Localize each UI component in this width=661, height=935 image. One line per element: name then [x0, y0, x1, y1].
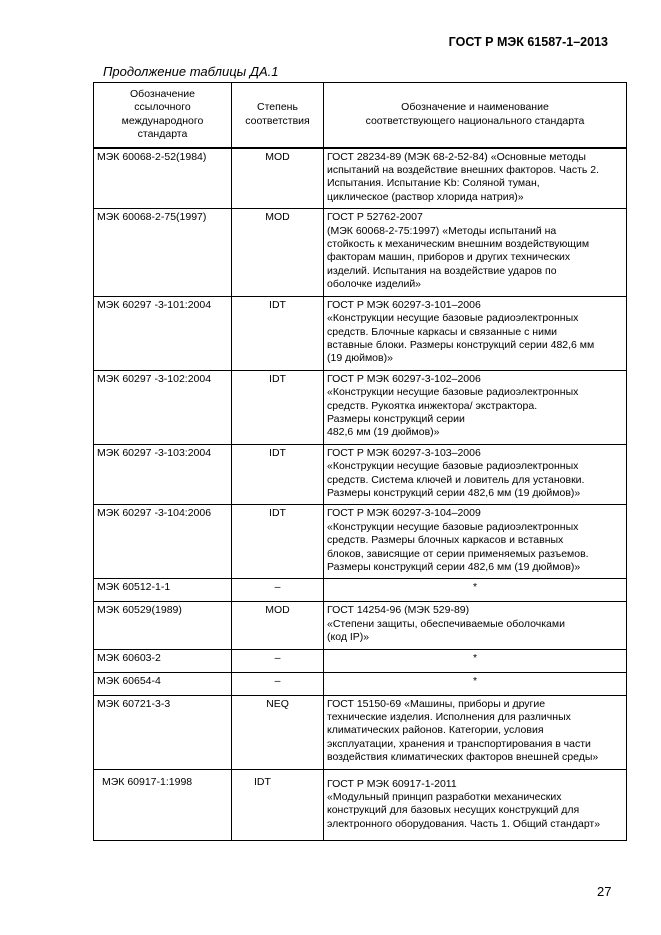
standard-text-line: Испытания. Испытание Kb: Соляной туман,	[327, 177, 540, 190]
standard-text-line: оболочке изделий»	[327, 278, 422, 291]
header-line: стандарта	[137, 128, 188, 141]
header-line: соответствующего национального стандарта	[365, 114, 585, 127]
standard-text-line: циклическое (раствор хлорида натрия)»	[327, 190, 524, 203]
standard-text-line: «Конструкции несущие базовые радиоэлектронных	[327, 386, 579, 399]
standard-text-line: (код IP)»	[327, 631, 370, 644]
standard-text-line: (19 дюймов)»	[327, 352, 393, 365]
standard-text-line: воздействия климатических факторов внешней среды»	[327, 751, 599, 764]
standard-text-line: ГОСТ 28234-89 (МЭК 68-2-52-84) «Основные методы	[327, 150, 586, 163]
cell-reference-standard: МЭК 60068-2-75(1997)	[94, 209, 232, 296]
standard-text-line: «Конструкции несущие базовые радиоэлектронных	[327, 520, 579, 533]
cell-reference-standard: МЭК 60297 -3-101:2004	[94, 296, 232, 370]
table-row	[94, 444, 627, 505]
header-line: соответствия	[245, 114, 310, 127]
table-row	[94, 505, 627, 579]
standard-text-line: ГОСТ 14254-96 (МЭК 529-89)	[327, 604, 470, 617]
cell-national-standard	[324, 602, 627, 649]
cell-national-standard	[324, 148, 627, 209]
standard-text-line: ГОСТ Р МЭК 60297-3-104–2009	[327, 507, 481, 520]
cell-national-standard	[324, 769, 627, 840]
standard-text-line: средств. Рукоятка инжектора/ экстрактора.	[327, 399, 538, 412]
cell-conformity-degree: –	[232, 649, 324, 672]
table-row	[94, 769, 627, 840]
column-header-reference	[94, 83, 232, 148]
header-line: ссылочного	[134, 101, 191, 114]
standard-text-line: электронного оборудования. Часть 1. Общий стандарт»	[327, 817, 601, 830]
cell-reference-standard: МЭК 60721-3-3	[94, 695, 232, 769]
standard-text-line: конструкций для базовых несущих конструкций для	[327, 804, 580, 817]
cell-reference-standard: МЭК 60917-1:1998	[94, 769, 232, 840]
cell-national-standard	[324, 296, 627, 370]
standard-text-line: эксплуатации, хранения и транспортирования в части	[327, 737, 591, 750]
standard-text-line: «Степени защиты, обеспечиваемые оболочками	[327, 617, 565, 630]
header-line: Обозначение	[130, 88, 195, 100]
cell-conformity-degree: IDT	[232, 505, 324, 579]
cell-reference-standard: МЭК 60297 -3-102:2004	[94, 370, 232, 444]
cell-conformity-degree: MOD	[232, 602, 324, 649]
standard-text-line: Размеры конструкций серии 482,6 мм (19 дюймов)»	[327, 486, 581, 499]
standard-text-line: испытаний на воздействие внешних факторов. Часть 2.	[327, 164, 600, 177]
standard-text-line: ГОСТ Р МЭК 60297-3-103–2006	[327, 446, 481, 459]
cell-national-standard	[324, 579, 627, 602]
standard-text-line: стойкость к механическим внешним воздействующим	[327, 238, 590, 251]
standard-text-line: Размеры конструкций серии 482,6 мм (19 дюймов)»	[327, 561, 581, 573]
cell-national-standard	[324, 695, 627, 769]
standard-text-line: «Конструкции несущие базовые радиоэлектронных	[327, 312, 579, 325]
table-caption: Продолжение таблицы ДА.1	[103, 64, 279, 79]
table-row	[94, 579, 627, 602]
standard-text-line: ГОСТ Р 52762-2007	[327, 211, 423, 224]
cell-conformity-degree: NEQ	[232, 695, 324, 769]
column-header-national-standard	[324, 83, 627, 148]
cell-national-standard	[324, 505, 627, 579]
cell-national-standard	[324, 649, 627, 672]
table-row	[94, 296, 627, 370]
table-header-row	[94, 83, 627, 148]
cell-reference-standard: МЭК 60603-2	[94, 649, 232, 672]
cell-conformity-degree: IDT	[232, 296, 324, 370]
document-header: ГОСТ Р МЭК 61587-1–2013	[448, 35, 608, 49]
cell-reference-standard: МЭК 60512-1-1	[94, 579, 232, 602]
table-row	[94, 672, 627, 695]
standard-text-line: ГОСТ Р МЭК 60917-1-2011	[327, 777, 457, 790]
standard-text-line: 482,6 мм (19 дюймов)»	[327, 426, 440, 439]
standard-text-line: Размеры конструкций серии	[327, 412, 465, 425]
cell-conformity-degree: –	[232, 672, 324, 695]
standard-text-line: (МЭК 60068-2-75:1997) «Методы испытаний на	[327, 224, 557, 237]
table-row	[94, 602, 627, 649]
standard-text-line: средств. Размеры блочных каркасов и вставных	[327, 534, 564, 547]
standard-text-line: средств. Блочные каркасы и связанные с ними	[327, 325, 558, 338]
standard-text-line: факторам машин, приборов и других технических	[327, 251, 571, 264]
cell-reference-standard: МЭК 60297 -3-104:2006	[94, 505, 232, 579]
standard-text-line: климатических районов. Категории, условия	[327, 724, 544, 737]
standard-text-line: ГОСТ Р МЭК 60297-3-101–2006	[327, 298, 481, 311]
header-line: международного	[121, 114, 204, 127]
cell-reference-standard: МЭК 60654-4	[94, 672, 232, 695]
standard-text-line: изделий. Испытания на воздействие ударов по	[327, 264, 557, 277]
table-body	[94, 148, 627, 841]
cell-conformity-degree: –	[232, 579, 324, 602]
standard-text-line: *	[472, 651, 478, 664]
standard-text-line: вставные блоки. Размеры конструкций серии 482,6 мм	[327, 338, 595, 351]
standard-text-line: ГОСТ Р МЭК 60297-3-102–2006	[327, 372, 481, 385]
cell-national-standard	[324, 672, 627, 695]
cell-national-standard	[324, 444, 627, 505]
table-row	[94, 209, 627, 296]
table-row	[94, 695, 627, 769]
page-number: 27	[597, 884, 612, 899]
header-line: Степень	[257, 101, 298, 114]
cell-reference-standard: МЭК 60529(1989)	[94, 602, 232, 649]
column-header-degree	[232, 83, 324, 148]
cell-reference-standard: МЭК 60297 -3-103:2004	[94, 444, 232, 505]
table-row	[94, 370, 627, 444]
standard-text-line: блоков, зависящие от серии применяемых разъемов.	[327, 547, 589, 560]
table-header	[94, 83, 627, 148]
cell-national-standard	[324, 370, 627, 444]
cell-national-standard	[324, 209, 627, 296]
header-line: Обозначение и наименование	[401, 101, 549, 114]
standard-text-line: *	[472, 581, 478, 594]
table-row	[94, 649, 627, 672]
cell-conformity-degree: IDT	[232, 444, 324, 505]
cell-conformity-degree: IDT	[232, 370, 324, 444]
standard-text-line: технические изделия. Исполнения для различных	[327, 711, 571, 724]
cell-conformity-degree: MOD	[232, 209, 324, 296]
standard-text-line: «Модульный принцип разработки механических	[327, 791, 562, 804]
cell-conformity-degree: IDT	[232, 769, 324, 840]
table-row	[94, 148, 627, 209]
cell-reference-standard: МЭК 60068-2-52(1984)	[94, 148, 232, 209]
standard-text-line: *	[472, 674, 478, 687]
standards-table	[93, 82, 627, 841]
standard-text-line: ГОСТ 15150-69 «Машины, приборы и другие	[327, 697, 546, 710]
cell-conformity-degree: MOD	[232, 148, 324, 209]
standard-text-line: «Конструкции несущие базовые радиоэлектронных	[327, 460, 579, 473]
standard-text-line: средств. Система ключей и ловитель для установки.	[327, 473, 585, 486]
